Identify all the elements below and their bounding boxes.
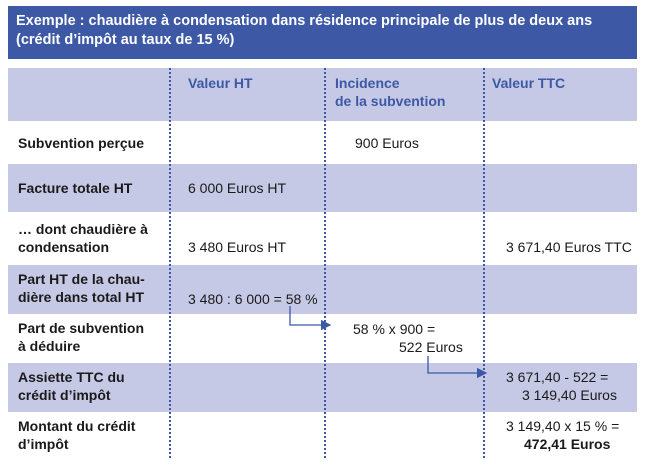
row-label: Assiette TTC du crédit d’impôt <box>18 369 125 403</box>
table-row <box>8 314 637 363</box>
title-line-1: Exemple : chaudière à condensation dans résidence principale de plus de deux ans <box>16 13 593 29</box>
title-line-2: (crédit d’impôt au taux de 15 %) <box>16 32 235 48</box>
column-divider-1 <box>169 68 171 458</box>
column-divider-3 <box>483 68 485 458</box>
column-divider-2 <box>324 68 326 458</box>
header-valeur-ht: Valeur HT <box>188 75 253 91</box>
row-label: Facture totale HT <box>18 180 133 196</box>
credit-table-frame <box>8 6 637 458</box>
row-label: … dont chaudière à condensation <box>18 221 148 255</box>
row-label: Subvention perçue <box>18 134 145 151</box>
cell-ht: 3 480 : 6 000 = 58 % <box>188 291 318 307</box>
cell-ttc: 3 149,40 x 15 % = 472,41 Euros <box>484 412 637 458</box>
table-row <box>8 164 637 212</box>
credit-result: 472,41 Euros <box>524 436 611 452</box>
cell-ht: 3 480 Euros HT <box>188 239 287 255</box>
header-valeur-ttc: Valeur TTC <box>492 75 566 91</box>
header-incidence-subvention: Incidence de la subvention <box>335 75 446 109</box>
row-label: Part HT de la chau- dière dans total HT <box>18 271 145 305</box>
cell-ttc: 3 671,40 Euros TTC <box>506 239 632 255</box>
cell-subvention: 58 % x 900 = 522 Euros <box>353 321 463 355</box>
table-row <box>8 412 637 458</box>
table-row <box>8 363 637 412</box>
table-row <box>8 212 637 265</box>
table-row <box>8 265 637 314</box>
table-title <box>8 6 637 59</box>
table-row <box>8 121 637 164</box>
cell-ttc: 3 671,40 - 522 = 3 149,40 Euros <box>506 369 617 403</box>
cell-subvention: 900 Euros <box>355 134 419 151</box>
cell-ht: 6 000 Euros HT <box>188 180 287 196</box>
header-row <box>8 68 637 121</box>
row-label: Part de subvention à déduire <box>18 320 145 354</box>
row-label: Montant du crédit d’impôt <box>18 418 136 452</box>
